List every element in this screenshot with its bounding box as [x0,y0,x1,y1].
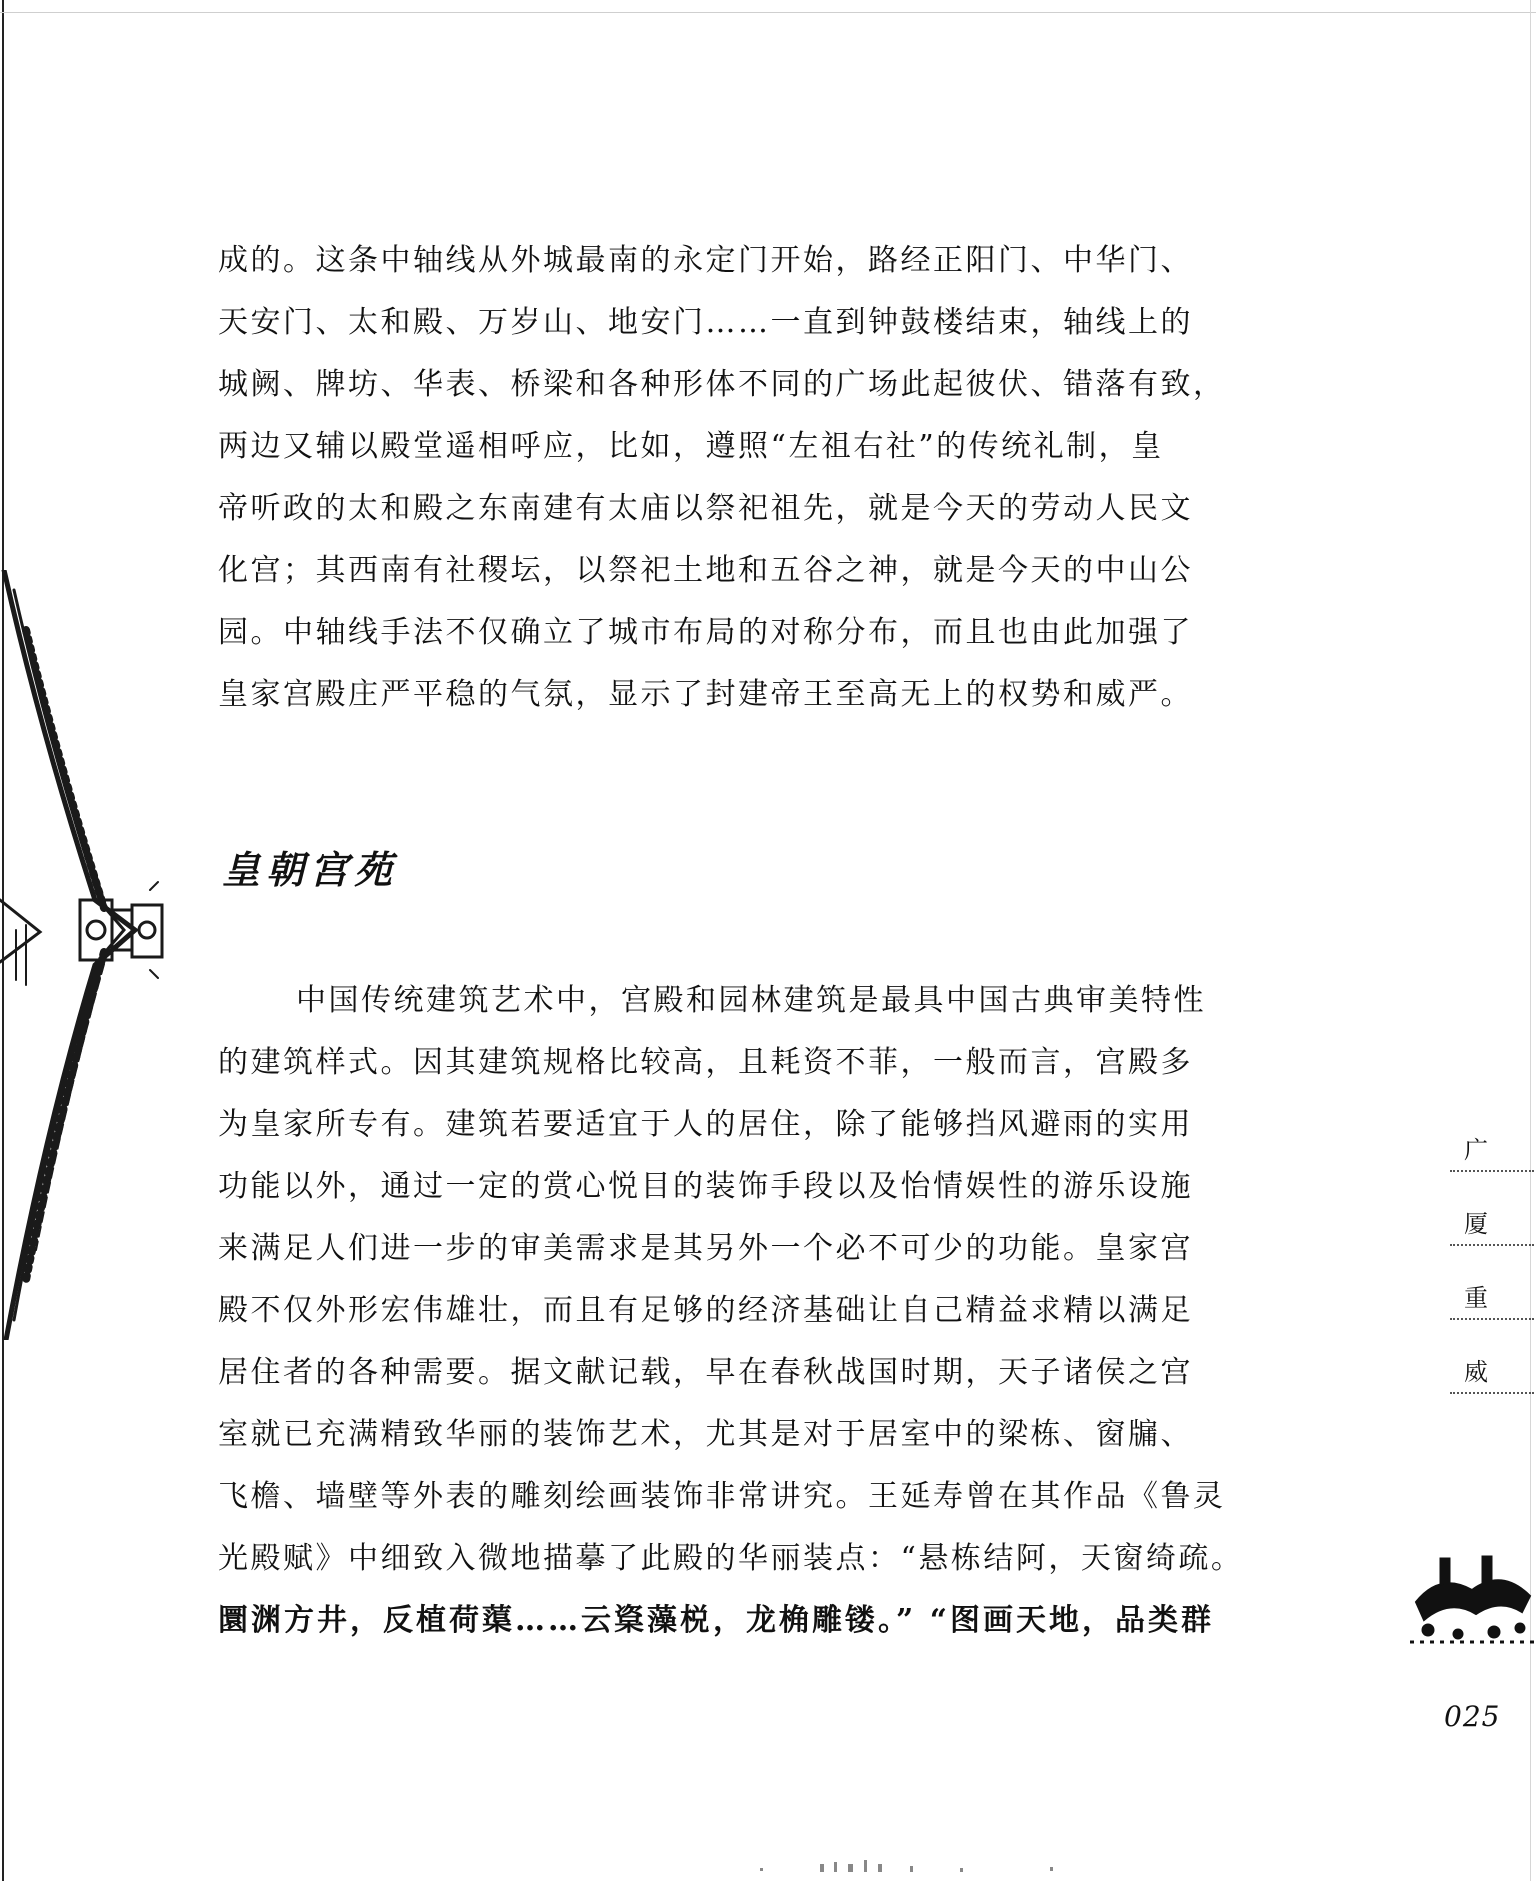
side-header-char: 重 [1464,1284,1488,1312]
text-line: 光殿赋》中细致入微地描摹了此殿的华丽装点：“悬栋结阿，天窗绮疏。 [218,1541,1244,1576]
side-running-header [1450,1098,1534,1394]
body-paragraph-1 [218,230,1368,726]
section-title: 皇朝宫苑 [222,847,399,892]
body-paragraph-2 [218,970,1368,1652]
page-edge [0,12,1536,13]
side-header-cell [1450,1172,1534,1246]
text-line: 功能以外，通过一定的赏心悦目的装饰手段以及怡情娱性的游乐设施 [218,1169,1193,1204]
side-header-char: 厦 [1464,1210,1488,1238]
text-line: 室就已充满精致华丽的装饰艺术，尤其是对于居室中的梁栋、窗牖、 [218,1417,1193,1452]
side-header-cell [1450,1320,1534,1394]
text-line: 两边又辅以殿堂遥相呼应，比如，遵照“左祖右社”的传统礼制，皇 [218,429,1164,464]
text-line: 皇家宫殿庄严平稳的气氛，显示了封建帝王至高无上的权势和威严。 [218,677,1193,712]
side-header-char: 威 [1464,1358,1488,1386]
text-line: 天安门、太和殿、万岁山、地安门……一直到钟鼓楼结束，轴线上的 [218,305,1193,340]
side-header-cell [1450,1246,1534,1320]
side-header-char: 广 [1464,1136,1488,1164]
eave-ornament-icon [0,570,175,1340]
text-line: 的建筑样式。因其建筑规格比较高，且耗资不菲，一般而言，宫殿多 [218,1045,1193,1080]
text-line: 帝听政的太和殿之东南建有太庙以祭祀祖先，就是今天的劳动人民文 [218,491,1193,526]
scan-specks [760,1858,1090,1878]
text-line: 居住者的各种需要。据文献记载，早在春秋战国时期，天子诸侯之宫 [218,1355,1193,1390]
corner-ornament-icon [1410,1550,1536,1650]
side-header-cell [1450,1098,1534,1172]
text-line: 城阙、牌坊、华表、桥梁和各种形体不同的广场此起彼伏、错落有致， [218,367,1226,402]
text-line: 飞檐、墙壁等外表的雕刻绘画装饰非常讲究。王延寿曾在其作品《鲁灵 [218,1479,1226,1514]
text-line: 殿不仅外形宏伟雄壮，而且有足够的经济基础让自己精益求精以满足 [218,1293,1193,1328]
text-line: 圜渊方井，反植荷蕖……云楶藻棁，龙桷雕镂。” “图画天地，品类群 [218,1603,1214,1638]
text-line: 中国传统建筑艺术中，宫殿和园林建筑是最具中国古典审美特性 [296,983,1206,1018]
text-line: 成的。这条中轴线从外城最南的永定门开始，路经正阳门、中华门、 [218,243,1193,278]
text-line: 化宫；其西南有社稷坛，以祭祀土地和五谷之神，就是今天的中山公 [218,553,1193,588]
text-line: 来满足人们进一步的审美需求是其另外一个必不可少的功能。皇家宫 [218,1231,1193,1266]
page-number: 025 [1444,1700,1501,1733]
text-line: 为皇家所专有。建筑若要适宜于人的居住，除了能够挡风避雨的实用 [218,1107,1193,1142]
text-line: 园。中轴线手法不仅确立了城市布局的对称分布，而且也由此加强了 [218,615,1193,650]
